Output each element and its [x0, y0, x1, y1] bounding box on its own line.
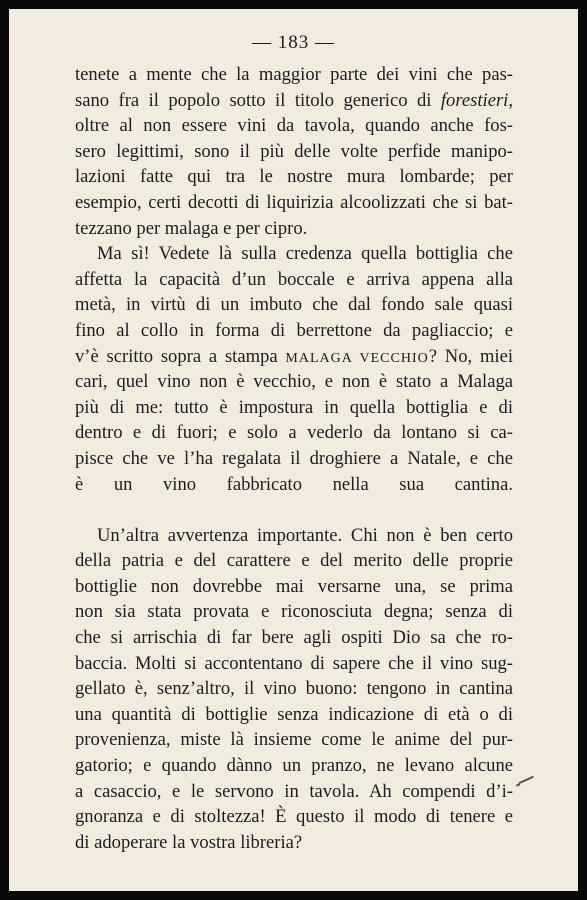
- text-line: tenete a mente che la maggior parte dei vini che pas-: [75, 64, 513, 85]
- text-line: è un vino fabbricato nella sua cantina.: [75, 473, 513, 495]
- text-line: della patria e del carattere e del merito delle proprie: [75, 550, 513, 572]
- book-page: [9, 9, 578, 891]
- text-line: metà, in virtù di un imbuto che dal fondo sale quasi: [75, 294, 513, 316]
- text-line: tezzano per malaga e per cipro.: [75, 217, 308, 239]
- text-line: che si arrischia di far bere agli ospiti Dio sa che ro-: [75, 627, 513, 649]
- text-line: sero legittimi, sono il più delle volte perfide manipo-: [75, 140, 513, 162]
- text-line: non sia stata provata e riconosciuta degna; senza di: [75, 601, 513, 623]
- text-line: cari, quel vino non è vecchio, e non è stato a Malaga: [75, 371, 513, 393]
- text-line: gatorio; e quando dànno un pranzo, ne levano alcune: [75, 755, 513, 777]
- text-line: bottiglie non dovrebbe mai versarne una, se prima: [75, 575, 513, 597]
- text-line: fino al collo in forma di berrettone da pagliaccio; e: [75, 319, 513, 341]
- text-line: v’è scritto sopra a stampa MALAGA VECCHIO? No, miei: [75, 345, 513, 367]
- paragraph-1: [75, 62, 513, 241]
- text-line: esempio, certi decotti di liquirizia alcoolizzati che si bat-: [75, 191, 513, 213]
- text-line: sano fra il popolo sotto il titolo generico di forestieri,: [75, 89, 513, 111]
- text-line: una quantità di bottiglie senza indicazione di età o di: [75, 703, 513, 725]
- text-line: [75, 497, 513, 523]
- text-line: pisce che ve l’ha regalata il droghiere a Natale, e che: [75, 447, 513, 469]
- text-line: dentro e di fuori; e solo a vederlo da lontano si ca-: [75, 422, 513, 444]
- text-line: a casaccio, e le servono in tavola. Ah compendi d’i-: [75, 780, 513, 802]
- page-number: — 183 —: [252, 32, 335, 53]
- text-line: gnoranza e di stoltezza! È questo il modo di tenere e: [75, 806, 513, 828]
- text-line: Un’altra avvertenza importante. Chi non è ben certo: [97, 524, 513, 546]
- text-line: di adoperare la vostra libreria?: [75, 831, 303, 853]
- italic-word-forestieri: forestieri: [440, 89, 509, 111]
- body-text: [75, 62, 513, 855]
- text-line: gellato è, senz’altro, il vino buono: tengono in cantina: [75, 678, 513, 700]
- text-line: oltre al non essere vini da tavola, quando anche fos-: [75, 115, 513, 137]
- paragraph-3: [75, 523, 513, 856]
- pencil-mark-dot: [516, 783, 520, 786]
- text-line: baccia. Molti si accontentano di sapere che il vino sug-: [75, 652, 513, 674]
- text-line: più di me: tutto è impostura in quella bottiglia e di: [75, 396, 513, 418]
- text-line: affetta la capacità d’un boccale e arriva appena alla: [75, 268, 513, 290]
- paragraph-2: [75, 241, 513, 523]
- text-line: provenienza, miste là insieme come le anime del pur-: [75, 729, 513, 751]
- text-line: Ma sì! Vedete là sulla credenza quella bottiglia che: [97, 243, 513, 265]
- pencil-mark: [518, 776, 533, 784]
- small-caps-malaga-vecchio: MALAGA VECCHIO: [285, 350, 429, 366]
- text-line: lazioni fatte qui tra le nostre mura lombarde; per: [75, 166, 513, 188]
